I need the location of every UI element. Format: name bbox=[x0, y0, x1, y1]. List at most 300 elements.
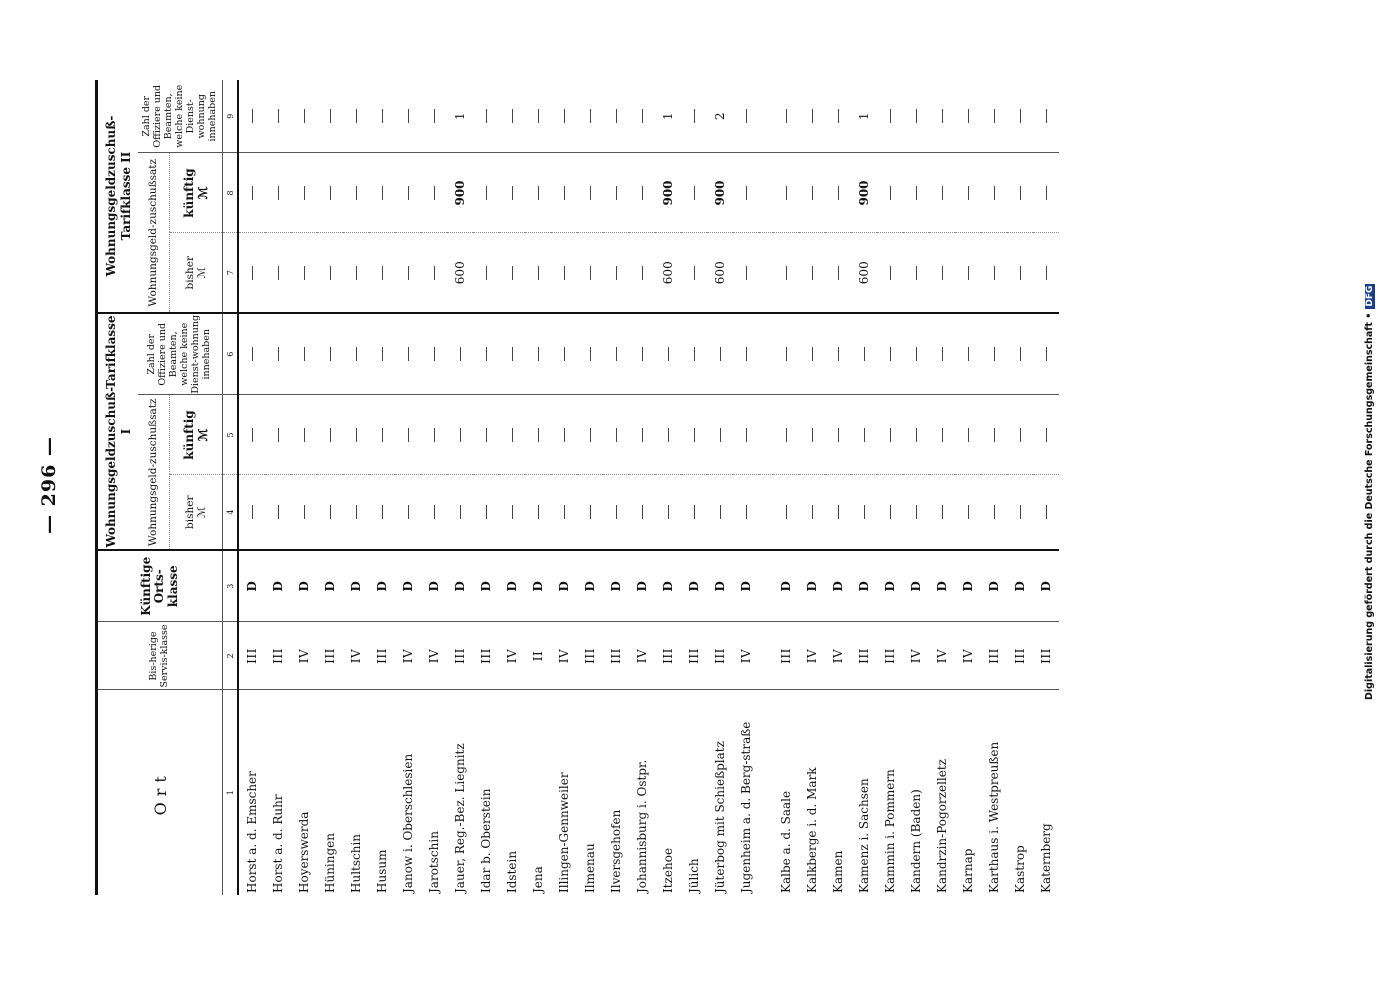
cell-t1-kuenftig bbox=[955, 395, 981, 475]
cell-t1-bisher bbox=[525, 475, 551, 550]
dash-mark bbox=[838, 266, 839, 280]
cell-ortsklasse: D bbox=[265, 550, 291, 622]
cell-t2-zahl bbox=[799, 80, 825, 153]
cell-t2-kuenftig bbox=[603, 153, 629, 233]
dash-mark bbox=[786, 109, 787, 123]
dash-mark bbox=[746, 266, 747, 280]
table-row bbox=[629, 80, 655, 895]
dash-mark bbox=[668, 505, 669, 519]
cell-t2-kuenftig bbox=[681, 153, 707, 233]
dash-mark bbox=[616, 347, 617, 361]
header-zuschusssatz-2: Wohnungsgeld-zuschußsatz bbox=[138, 153, 170, 313]
cell-t1-kuenftig bbox=[733, 395, 759, 475]
cell-t1-zahl bbox=[603, 313, 629, 395]
cell-t1-kuenftig bbox=[473, 395, 499, 475]
header-zuschusssatz-1: Wohnungsgeld-zuschußsatz bbox=[138, 395, 170, 550]
dash-mark bbox=[890, 428, 891, 442]
cell-t2-bisher: 600 bbox=[851, 233, 877, 313]
dash-mark bbox=[812, 428, 813, 442]
dash-mark bbox=[304, 347, 305, 361]
cell-ortsklasse: D bbox=[799, 550, 825, 622]
dash-mark bbox=[356, 347, 357, 361]
cell-servisklasse: IV bbox=[929, 622, 955, 690]
cell-t2-bisher: 600 bbox=[655, 233, 681, 313]
dash-mark bbox=[864, 428, 865, 442]
cell-t2-zahl bbox=[265, 80, 291, 153]
cell-servisklasse: II bbox=[525, 622, 551, 690]
cell-t1-bisher bbox=[551, 475, 577, 550]
cell-servisklasse: III bbox=[238, 622, 265, 690]
dash-mark bbox=[434, 505, 435, 519]
cell-t2-zahl bbox=[473, 80, 499, 153]
cell-t2-zahl bbox=[525, 80, 551, 153]
cell-t1-kuenftig bbox=[369, 395, 395, 475]
cell-t2-kuenftig bbox=[343, 153, 369, 233]
cell-t1-kuenftig bbox=[929, 395, 955, 475]
dash-mark bbox=[642, 347, 643, 361]
dash-mark bbox=[720, 505, 721, 519]
dash-mark bbox=[512, 186, 513, 200]
table-row bbox=[903, 80, 929, 895]
cell-ortsklasse: D bbox=[317, 550, 343, 622]
cell-t2-kuenftig bbox=[291, 153, 317, 233]
table-row bbox=[733, 80, 759, 895]
table-row bbox=[603, 80, 629, 895]
cell-t1-bisher bbox=[903, 475, 929, 550]
cell-servisklasse: III bbox=[1033, 622, 1059, 690]
dash-mark bbox=[968, 186, 969, 200]
cell-t2-kuenftig bbox=[551, 153, 577, 233]
cell-t2-kuenftig bbox=[955, 153, 981, 233]
dash-mark bbox=[812, 347, 813, 361]
dash-mark bbox=[564, 266, 565, 280]
cell-t1-zahl bbox=[825, 313, 851, 395]
table-row bbox=[799, 80, 825, 895]
cell-t2-kuenftig bbox=[877, 153, 903, 233]
cell-t1-zahl bbox=[955, 313, 981, 395]
dash-mark bbox=[1046, 347, 1047, 361]
header-kuenftig-2: künftig ℳ bbox=[170, 153, 223, 233]
dash-mark bbox=[1046, 186, 1047, 200]
cell-t2-bisher bbox=[473, 233, 499, 313]
table-row bbox=[851, 80, 877, 895]
cell-ortsklasse: D bbox=[343, 550, 369, 622]
cell-ort: Johannisburg i. Ostpr. bbox=[635, 759, 650, 893]
cell-t1-zahl bbox=[655, 313, 681, 395]
dash-mark bbox=[564, 505, 565, 519]
cell-servisklasse: III bbox=[265, 622, 291, 690]
table-row bbox=[551, 80, 577, 895]
dash-mark bbox=[382, 347, 383, 361]
cell-t1-zahl bbox=[421, 313, 447, 395]
dash-mark bbox=[720, 428, 721, 442]
dash-mark bbox=[538, 109, 539, 123]
cell-t1-bisher bbox=[291, 475, 317, 550]
cell-ortsklasse: D bbox=[1007, 550, 1033, 622]
cell-t2-kuenftig bbox=[421, 153, 447, 233]
dash-mark bbox=[994, 266, 995, 280]
dash-mark bbox=[864, 505, 865, 519]
cell-t1-bisher bbox=[238, 475, 265, 550]
dash-mark bbox=[434, 347, 435, 361]
cell-t1-bisher bbox=[395, 475, 421, 550]
cell-servisklasse: IV bbox=[291, 622, 317, 690]
dash-mark bbox=[694, 266, 695, 280]
cell-ortsklasse: D bbox=[825, 550, 851, 622]
dash-mark bbox=[408, 186, 409, 200]
cell-ortsklasse: D bbox=[681, 550, 707, 622]
cell-t1-zahl bbox=[851, 313, 877, 395]
cell-servisklasse: III bbox=[369, 622, 395, 690]
header-bisherige-servisklasse: Bis-herige Servis-klasse bbox=[97, 622, 223, 690]
dash-mark bbox=[1046, 428, 1047, 442]
cell-t2-zahl bbox=[343, 80, 369, 153]
dash-mark bbox=[408, 428, 409, 442]
cell-t1-kuenftig bbox=[265, 395, 291, 475]
cell-t2-bisher bbox=[799, 233, 825, 313]
cell-ort: Horst a. d. Ruhr bbox=[271, 794, 286, 893]
cell-ortsklasse: D bbox=[773, 550, 799, 622]
cell-t1-kuenftig bbox=[773, 395, 799, 475]
dash-mark bbox=[330, 347, 331, 361]
cell-t1-kuenftig bbox=[577, 395, 603, 475]
dash-mark bbox=[994, 428, 995, 442]
cell-t2-bisher bbox=[265, 233, 291, 313]
header-kuenftig-1: künftig ℳ bbox=[170, 395, 223, 475]
cell-t2-bisher bbox=[773, 233, 799, 313]
cell-t1-bisher bbox=[1033, 475, 1059, 550]
cell-servisklasse: IV bbox=[343, 622, 369, 690]
cell-t1-zahl bbox=[499, 313, 525, 395]
cell-servisklasse: III bbox=[447, 622, 473, 690]
dash-mark bbox=[538, 428, 539, 442]
dash-mark bbox=[564, 347, 565, 361]
table-row bbox=[1007, 80, 1033, 895]
cell-t2-zahl bbox=[603, 80, 629, 153]
dash-mark bbox=[994, 109, 995, 123]
dash-mark bbox=[746, 505, 747, 519]
dash-mark bbox=[1020, 428, 1021, 442]
cell-t2-zahl bbox=[1007, 80, 1033, 153]
col-number: 7 bbox=[223, 233, 239, 313]
dash-mark bbox=[812, 186, 813, 200]
cell-t2-bisher bbox=[395, 233, 421, 313]
table-row bbox=[421, 80, 447, 895]
cell-t2-bisher bbox=[603, 233, 629, 313]
dash-mark bbox=[304, 109, 305, 123]
page-number-header: — 296 — bbox=[38, 436, 60, 534]
cell-servisklasse: IV bbox=[421, 622, 447, 690]
cell-t1-bisher bbox=[733, 475, 759, 550]
row-gap bbox=[759, 80, 773, 895]
cell-t2-bisher: 600 bbox=[447, 233, 473, 313]
credit-text: Digitalisierung gefördert durch die Deutsche Forschungsgemeinschaft • bbox=[1364, 312, 1375, 700]
cell-ort: Hoyerswerda bbox=[297, 811, 312, 893]
table-row bbox=[707, 80, 733, 895]
cell-ort: Hüningen bbox=[323, 833, 338, 893]
cell-t1-bisher bbox=[681, 475, 707, 550]
cell-servisklasse: III bbox=[707, 622, 733, 690]
dash-mark bbox=[642, 109, 643, 123]
cell-t1-bisher bbox=[773, 475, 799, 550]
cell-ortsklasse: D bbox=[707, 550, 733, 622]
dash-mark bbox=[564, 428, 565, 442]
dash-mark bbox=[838, 109, 839, 123]
dash-mark bbox=[590, 186, 591, 200]
cell-t2-bisher bbox=[1007, 233, 1033, 313]
table-row bbox=[525, 80, 551, 895]
tariff-table bbox=[95, 80, 1059, 895]
dash-mark bbox=[460, 347, 461, 361]
cell-ort: Idstein bbox=[505, 850, 520, 893]
dash-mark bbox=[382, 109, 383, 123]
cell-t2-kuenftig bbox=[1033, 153, 1059, 233]
cell-t1-bisher bbox=[981, 475, 1007, 550]
dash-mark bbox=[382, 186, 383, 200]
dash-mark bbox=[330, 505, 331, 519]
cell-ort: Husum bbox=[375, 849, 390, 893]
table-row bbox=[447, 80, 473, 895]
dash-mark bbox=[968, 347, 969, 361]
cell-t2-kuenftig bbox=[903, 153, 929, 233]
cell-t2-bisher bbox=[825, 233, 851, 313]
dash-mark bbox=[668, 347, 669, 361]
table-row bbox=[655, 80, 681, 895]
cell-t2-zahl bbox=[238, 80, 265, 153]
cell-t1-zahl bbox=[343, 313, 369, 395]
dash-mark bbox=[746, 347, 747, 361]
cell-t2-zahl bbox=[395, 80, 421, 153]
dash-mark bbox=[434, 266, 435, 280]
cell-ortsklasse: D bbox=[603, 550, 629, 622]
dash-mark bbox=[786, 428, 787, 442]
dash-mark bbox=[486, 186, 487, 200]
cell-servisklasse: III bbox=[681, 622, 707, 690]
cell-t2-zahl bbox=[877, 80, 903, 153]
cell-t2-kuenftig bbox=[525, 153, 551, 233]
cell-ortsklasse: D bbox=[369, 550, 395, 622]
cell-t2-kuenftig: 900 bbox=[655, 153, 681, 233]
cell-servisklasse: III bbox=[603, 622, 629, 690]
cell-t1-kuenftig bbox=[291, 395, 317, 475]
dash-mark bbox=[304, 505, 305, 519]
dash-mark bbox=[590, 266, 591, 280]
cell-t2-zahl bbox=[629, 80, 655, 153]
cell-t2-zahl bbox=[981, 80, 1007, 153]
dash-mark bbox=[942, 428, 943, 442]
dash-mark bbox=[1020, 109, 1021, 123]
header-tarifklasse-1: Wohnungsgeldzuschuß-Tarifklasse I bbox=[97, 313, 139, 550]
cell-ortsklasse: D bbox=[395, 550, 421, 622]
dash-mark bbox=[330, 428, 331, 442]
cell-ortsklasse: D bbox=[551, 550, 577, 622]
unit-mark: ℳ bbox=[196, 506, 209, 518]
dash-mark bbox=[694, 428, 695, 442]
cell-t1-kuenftig bbox=[707, 395, 733, 475]
cell-t2-bisher bbox=[421, 233, 447, 313]
header-ort: Ort bbox=[97, 690, 223, 895]
cell-ort: Katernberg bbox=[1039, 823, 1054, 893]
header-bisher-2: bisher ℳ bbox=[170, 233, 223, 313]
dash-mark bbox=[642, 505, 643, 519]
cell-servisklasse: IV bbox=[733, 622, 759, 690]
table-row bbox=[681, 80, 707, 895]
cell-t1-bisher bbox=[447, 475, 473, 550]
cell-t1-bisher bbox=[707, 475, 733, 550]
table-row bbox=[317, 80, 343, 895]
dash-mark bbox=[486, 266, 487, 280]
cell-ortsklasse: D bbox=[955, 550, 981, 622]
dash-mark bbox=[278, 428, 279, 442]
dash-mark bbox=[486, 347, 487, 361]
cell-t1-kuenftig bbox=[421, 395, 447, 475]
cell-servisklasse: IV bbox=[395, 622, 421, 690]
cell-t2-bisher bbox=[525, 233, 551, 313]
cell-t2-bisher bbox=[291, 233, 317, 313]
dash-mark bbox=[330, 266, 331, 280]
cell-ortsklasse: D bbox=[733, 550, 759, 622]
cell-t2-zahl bbox=[929, 80, 955, 153]
cell-servisklasse: IV bbox=[551, 622, 577, 690]
dash-mark bbox=[538, 505, 539, 519]
dash-mark bbox=[838, 186, 839, 200]
cell-ort: Kalbe a. d. Saale bbox=[779, 790, 794, 893]
cell-t2-kuenftig bbox=[799, 153, 825, 233]
dash-mark bbox=[668, 428, 669, 442]
cell-t1-zahl bbox=[981, 313, 1007, 395]
cell-t2-zahl bbox=[733, 80, 759, 153]
cell-t1-bisher bbox=[499, 475, 525, 550]
dash-mark bbox=[252, 347, 253, 361]
cell-t1-zahl bbox=[369, 313, 395, 395]
cell-t2-kuenftig: 900 bbox=[447, 153, 473, 233]
cell-t1-zahl bbox=[525, 313, 551, 395]
cell-t2-bisher bbox=[369, 233, 395, 313]
cell-ortsklasse: D bbox=[238, 550, 265, 622]
cell-t1-kuenftig bbox=[317, 395, 343, 475]
cell-t1-zahl bbox=[707, 313, 733, 395]
col-number: 5 bbox=[223, 395, 239, 475]
cell-t1-kuenftig bbox=[851, 395, 877, 475]
cell-t1-zahl bbox=[1007, 313, 1033, 395]
cell-t2-bisher bbox=[981, 233, 1007, 313]
cell-ort: Horst a. d. Emscher bbox=[245, 771, 260, 893]
cell-t2-bisher: 600 bbox=[707, 233, 733, 313]
cell-servisklasse: III bbox=[877, 622, 903, 690]
dash-mark bbox=[1020, 186, 1021, 200]
dash-mark bbox=[812, 109, 813, 123]
cell-servisklasse: III bbox=[1007, 622, 1033, 690]
cell-t1-kuenftig bbox=[525, 395, 551, 475]
cell-t1-zahl bbox=[733, 313, 759, 395]
cell-t2-bisher bbox=[903, 233, 929, 313]
cell-servisklasse: IV bbox=[825, 622, 851, 690]
cell-t1-kuenftig bbox=[799, 395, 825, 475]
dash-mark bbox=[434, 109, 435, 123]
dash-mark bbox=[916, 347, 917, 361]
dfg-credit bbox=[1364, 0, 1375, 700]
header-bisher-1: bisher ℳ bbox=[170, 475, 223, 550]
dash-mark bbox=[968, 266, 969, 280]
cell-servisklasse: III bbox=[851, 622, 877, 690]
cell-t2-bisher bbox=[629, 233, 655, 313]
cell-t1-bisher bbox=[851, 475, 877, 550]
table-row bbox=[773, 80, 799, 895]
cell-t1-zahl bbox=[317, 313, 343, 395]
cell-t1-zahl bbox=[238, 313, 265, 395]
col-number: 9 bbox=[223, 80, 239, 153]
cell-t2-kuenftig bbox=[395, 153, 421, 233]
cell-t2-kuenftig bbox=[629, 153, 655, 233]
header-zahl-2: Zahl der Offiziere und Beamten, welche keine Dienst-wohnung innehaben bbox=[138, 80, 223, 153]
cell-t1-bisher bbox=[799, 475, 825, 550]
table-row bbox=[877, 80, 903, 895]
dash-mark bbox=[356, 266, 357, 280]
cell-t1-bisher bbox=[655, 475, 681, 550]
cell-t1-bisher bbox=[317, 475, 343, 550]
col-number: 6 bbox=[223, 313, 239, 395]
dash-mark bbox=[616, 186, 617, 200]
dash-mark bbox=[786, 505, 787, 519]
dash-mark bbox=[304, 266, 305, 280]
dash-mark bbox=[460, 505, 461, 519]
cell-t2-bisher bbox=[929, 233, 955, 313]
dash-mark bbox=[434, 428, 435, 442]
cell-t2-kuenftig bbox=[369, 153, 395, 233]
dash-mark bbox=[890, 347, 891, 361]
cell-ortsklasse: D bbox=[981, 550, 1007, 622]
cell-ortsklasse: D bbox=[421, 550, 447, 622]
dash-mark bbox=[434, 186, 435, 200]
cell-ort: Jena bbox=[531, 866, 546, 893]
dash-mark bbox=[812, 266, 813, 280]
cell-servisklasse: III bbox=[317, 622, 343, 690]
dash-mark bbox=[968, 428, 969, 442]
cell-t2-kuenftig bbox=[1007, 153, 1033, 233]
dash-mark bbox=[356, 109, 357, 123]
cell-ort: Janow i. Oberschlesien bbox=[401, 753, 416, 893]
table-body bbox=[238, 80, 1059, 895]
dash-mark bbox=[330, 109, 331, 123]
dash-mark bbox=[812, 505, 813, 519]
cell-servisklasse: III bbox=[577, 622, 603, 690]
dash-mark bbox=[538, 186, 539, 200]
cell-t2-zahl bbox=[551, 80, 577, 153]
table-row bbox=[238, 80, 265, 895]
dash-mark bbox=[382, 428, 383, 442]
cell-t2-kuenftig bbox=[929, 153, 955, 233]
cell-t2-zahl bbox=[577, 80, 603, 153]
cell-t2-zahl: 1 bbox=[447, 80, 473, 153]
col-number: 4 bbox=[223, 475, 239, 550]
cell-t1-kuenftig bbox=[825, 395, 851, 475]
cell-t2-kuenftig bbox=[499, 153, 525, 233]
dash-mark bbox=[278, 109, 279, 123]
cell-t1-zahl bbox=[265, 313, 291, 395]
dash-mark bbox=[616, 266, 617, 280]
cell-ort: Idar b. Oberstein bbox=[479, 788, 494, 893]
cell-t2-bisher bbox=[877, 233, 903, 313]
dash-mark bbox=[590, 505, 591, 519]
cell-ortsklasse: D bbox=[903, 550, 929, 622]
dash-mark bbox=[694, 109, 695, 123]
cell-servisklasse: IV bbox=[499, 622, 525, 690]
cell-t2-zahl bbox=[1033, 80, 1059, 153]
cell-ortsklasse: D bbox=[851, 550, 877, 622]
cell-t1-zahl bbox=[681, 313, 707, 395]
cell-ort: Jauer, Reg.-Bez. Liegnitz bbox=[453, 743, 468, 893]
cell-t1-kuenftig bbox=[681, 395, 707, 475]
